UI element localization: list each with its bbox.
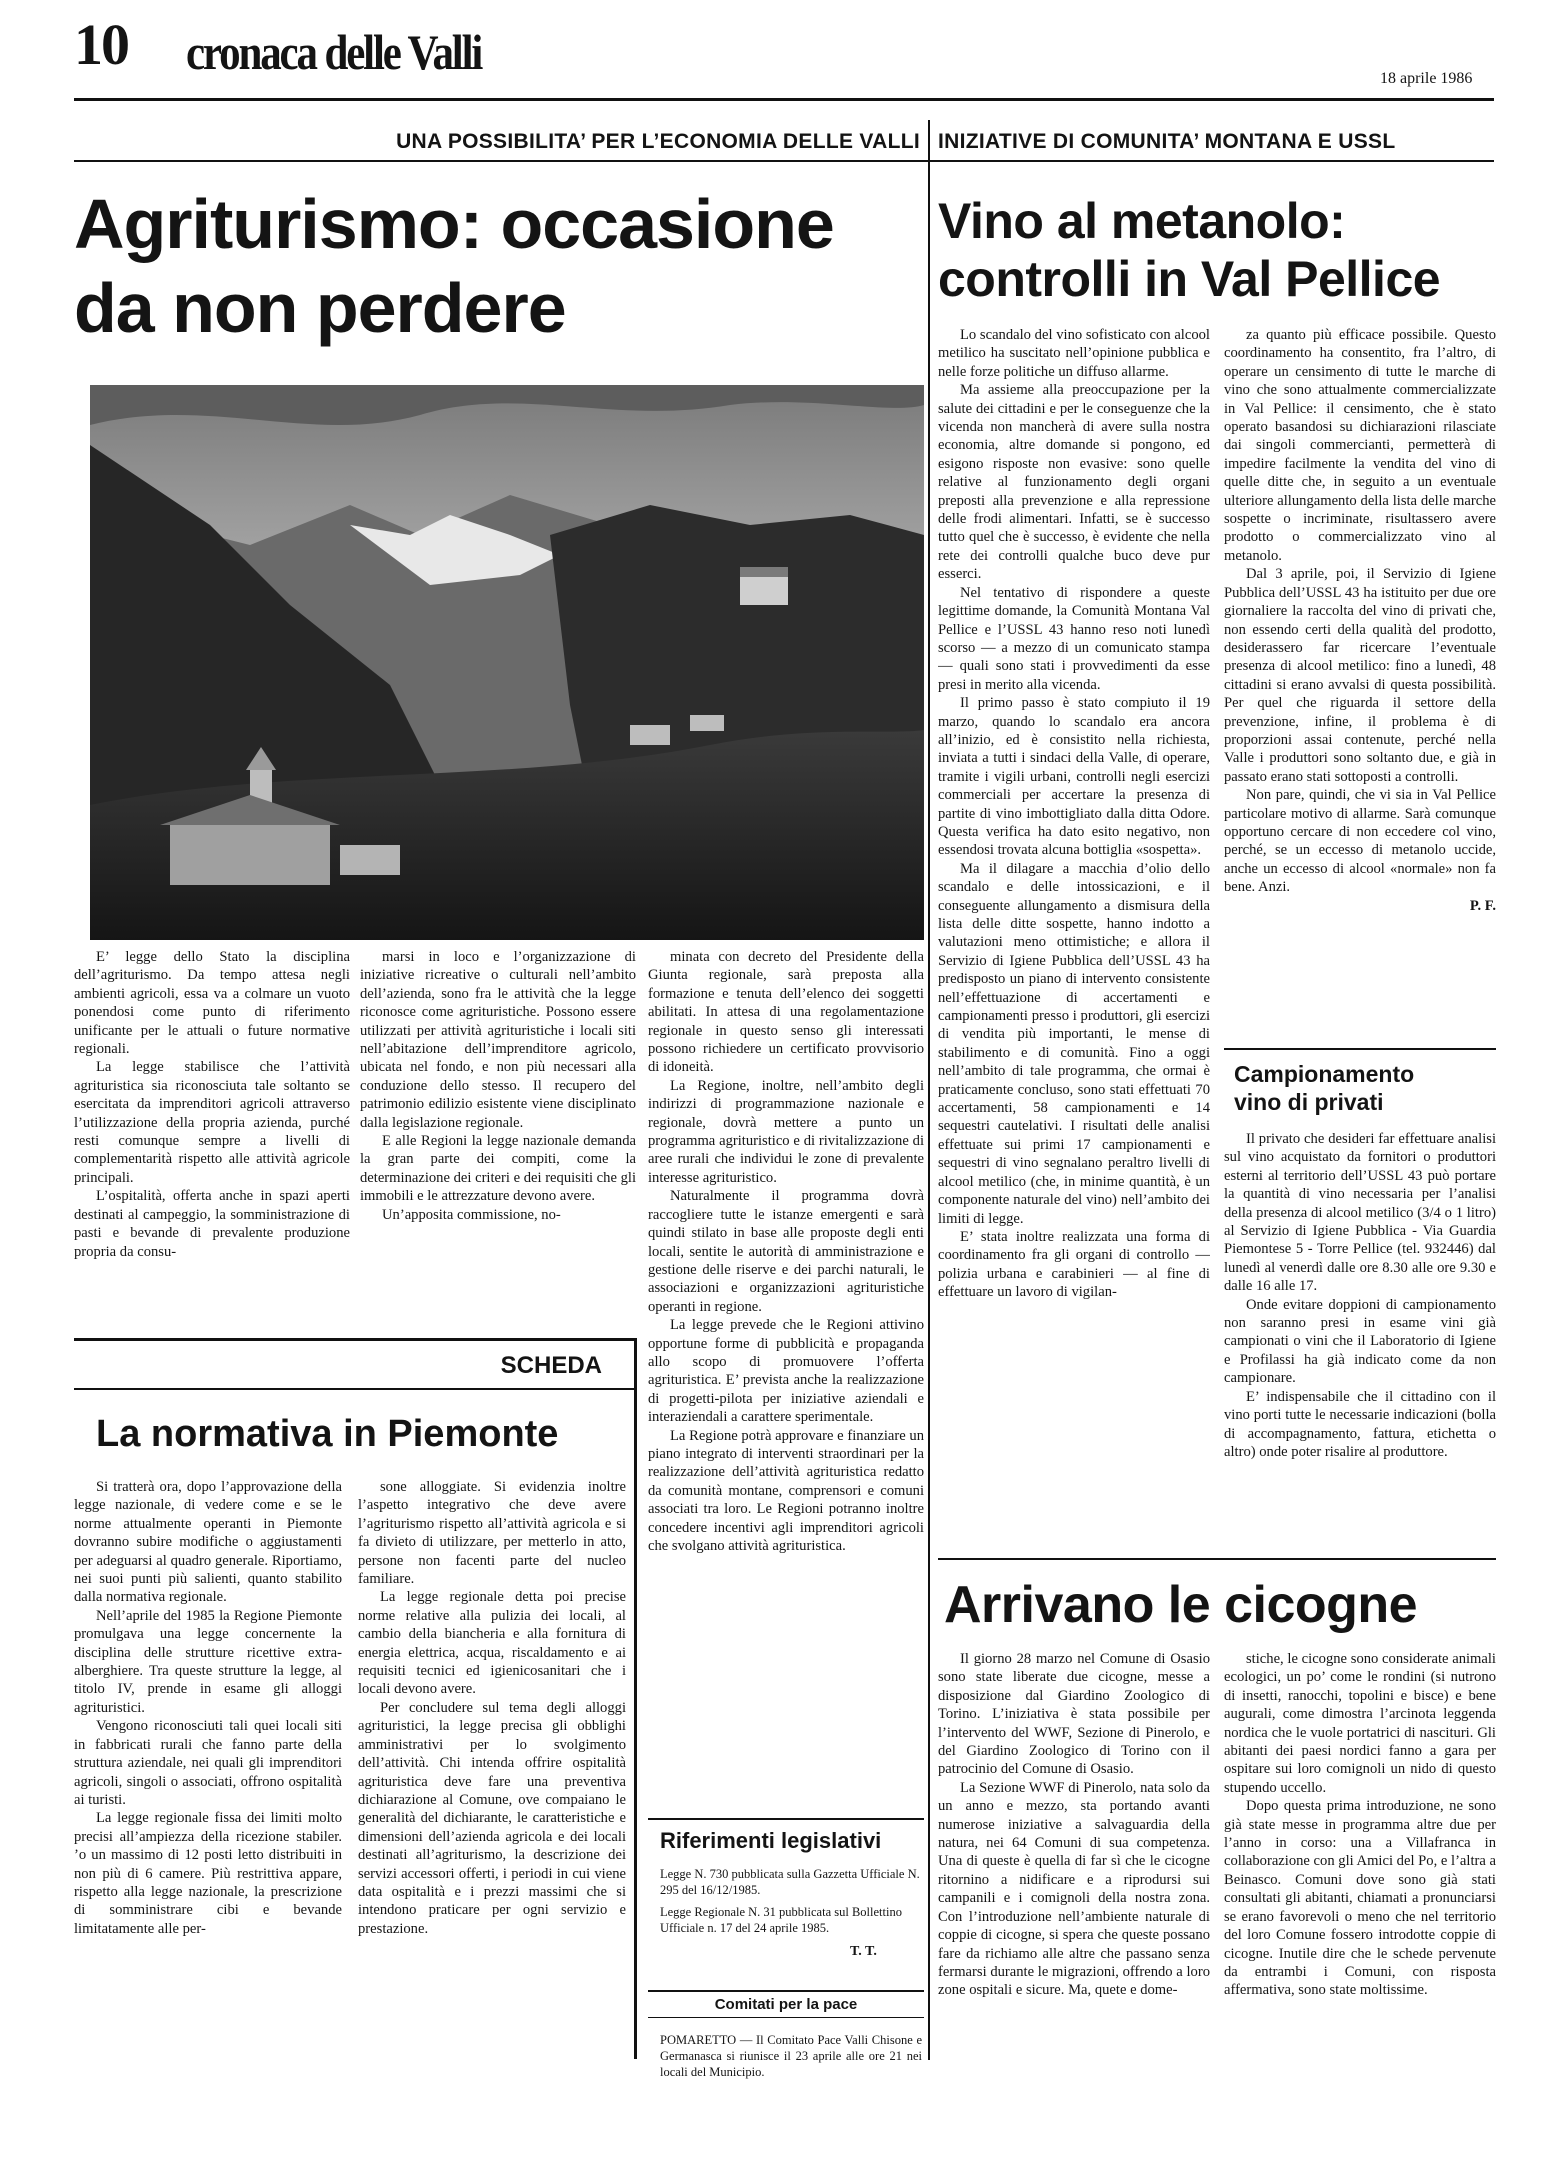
agriturismo-paragraph: La legge prevede che le Regioni attivino opportune forme di pubblicità e propaganda allo scopo di promuovere l’offerta agrituristica. E’ prevista anche la realizzazione di progetti-pilota per iniziative aziendali e interaziendali a carattere sperimentale. bbox=[648, 1317, 924, 1426]
vino-headline bbox=[938, 192, 1498, 308]
campionamento-paragraph: Onde evitare doppioni di campionamento non saranno presi in esame vini già campionati o vini che il Laboratorio di Igiene e Profilassi ha già indicato come da non campionare. bbox=[1224, 1296, 1496, 1387]
scheda-rule bbox=[74, 1388, 634, 1390]
agriturismo-paragraph: Un’apposita commissione, no- bbox=[382, 1206, 561, 1223]
scheda-paragraph: La legge regionale detta poi precise norme relative alla pulizia dei locali, al cambio della biancheria e alla fornitura di energia elettrica, acqua, riscaldamento e ai requisiti tecnici ed igienicosanitari che i locali devono avere. bbox=[358, 1589, 626, 1698]
vino-paragraph: Ma il dilagare a macchia d’olio dello scandalo e delle intossicazioni, e il conseguente allungamento a dismisura della lista delle ditte sospette, hanno indotto a valutazioni meno ottimistiche; e allora il Servizio di Igiene Pubblica dell’USSL 43 ha predisposto un piano di intervento consistente nell’effettuazione di accertamenti e campionamenti presso i produttori, gli esercizi di vendita più importanti, le mense di stabilimento e di comunità. Fino a oggi nell’ambito di tale programma, che ormai è praticamente concluso, sono stati effettuati 70 accertamenti, 58 campionamenti e 14 sequestri cautelativi. I risultati delle analisi effettuate sui primi 17 campionamenti e sequestri di vino segnalano peraltro livelli di alcool metilico (che, in minime quantità, è un componente naturale del vino) nell’ambito dei limiti di legge. bbox=[938, 860, 1210, 1227]
campionamento-paragraph: Il privato che desideri far effettuare analisi sul vino acquistato da fornitori o produttori esterni al territorio dell’USSL 43 può portare la quantità di vino necessaria per l’analisi della presenza di alcool metilico (3/4 o 1 litro) al Servizio di Igiene Pubblica - Via Guardia Piemontese 5 - Torre Pellice (tel. 932446) dal lunedì al venerdì dalle ore 8.30 alle ore 9.30 e dalle 16 alle 17. bbox=[1224, 1131, 1496, 1295]
agriturismo-paragraph: marsi in loco e l’organizzazione di iniziative ricreative o culturali nell’ambito dell’azienda, sono fra le attività che la legge riconosce come agrituristiche. Possono essere utilizzati per attività agrituristiche i locali siti nell’abitazione dell’imprenditore agricolo, ubicata nel fondo, e non più necessari alla conduzione dello stesso. Il recupero del patrimonio edilizio esistente viene disciplinato dalla legislazione regionale. bbox=[360, 949, 636, 1131]
cicogne-paragraph: stiche, le cicogne sono considerate animali ecologici, un po’ come le rondini (si nutrono di insetti, ranocchi, topolini e bisce) e bene augurali, come dimostra l’arcinota leggenda nordica che le vuole portatrici di nascituri. Gli abitanti dei paesi nordici fanno a gara per ospitare sui loro comignoli un nido di questo stupendo uccello. bbox=[1224, 1651, 1496, 1796]
vino-signature: P. F. bbox=[1469, 897, 1496, 914]
kicker-rule bbox=[74, 160, 1494, 162]
cicogne-paragraph: Il giorno 28 marzo nel Comune di Osasio sono state liberate due cicogne, messe a disposizione dal Giardino Zoologico di Torino. L’iniziativa è stata possibile per l’intervento del WWF, Sezione di Pinerolo, e del Giardino Zoologico di Torino con il patrocinio del Comune di Osasio. bbox=[938, 1651, 1210, 1778]
cicogne-paragraph: Dopo questa prima introduzione, ne sono già state messe in programma altre due per l’anno in corso: una a Villafranca in collaborazione con gli Amici del Po, e l’altra a Beinasco. Comuni dove sono già stati consultati gli abitanti, chiamati a pronunciarsi se erano favorevoli o meno che nel territorio del loro Comune fossero introdotte coppie di cicogne. Inutile dire che le schede pervenute da entrambi i Comuni, con risposta affermativa, sono state moltissime. bbox=[1224, 1798, 1496, 1999]
agriturismo-paragraph: minata con decreto del Presidente della Giunta regionale, sarà preposta alla formazione e tenuta dell’elenco dei soggetti abilitati. In attesa di una regolamentazione regionale in questo senso gli interessati possono richiedere un certificato provvisorio di idoneità. bbox=[648, 949, 924, 1076]
cicogne-headline: Arrivano le cicogne bbox=[944, 1576, 1418, 1634]
scheda-paragraph: Per concludere sul tema degli alloggi agrituristici, la legge precisa gli obblighi amministrativi per lo svolgimento dell’attività. Chi intenda offrire ospitalità agrituristica deve fare una preventiva dichiarazione al Comune, ove compaiano le generalità del dichiarante, le caratteristiche e dimensioni dell’azienda agricola e dei locali destinati all’agriturismo, la descrizione dei servizi accessori offerti, i periodi in cui viene data ospitalità e i prezzi massimi che si intendono praticare per ogni servizio e prestazione. bbox=[358, 1699, 626, 1937]
vino-headline-line1: Vino al metanolo: bbox=[938, 193, 1346, 249]
right-section-kicker: INIZIATIVE DI COMUNITA’ MONTANA E USSL bbox=[938, 130, 1396, 153]
agriturismo-column-3 bbox=[648, 948, 924, 1958]
vino-column-2 bbox=[1224, 326, 1496, 1026]
scheda-paragraph: Si tratterà ora, dopo l’approvazione della legge nazionale, di vedere come e se le norme attualmente operanti in Piemonte dovranno subire modifiche o aggiustamenti per adeguarsi al quadro generale. Riportiamo, nei suoi punti più salienti, quanto stabilito dalla normativa regionale. bbox=[74, 1479, 342, 1606]
campionamento-body bbox=[1224, 1130, 1496, 1550]
scheda-paragraph: sone alloggiate. Si evidenzia inoltre l’aspetto integrativo che deve avere l’agriturismo rispetto all’attività agricola e si fa divieto di utilizzare, per metterlo in atto, persone non facenti parte del nucleo familiare. bbox=[358, 1479, 626, 1588]
cicogne-paragraph: La Sezione WWF di Pinerolo, nata solo da un anno e mezzo, sta portando avanti numerose iniziative a salvaguardia della natura, nei 64 Comuni di sua competenza. Una di queste è quella di far sì che le cicogne ritornino a nidificare e a riprodursi sui campanili e i comignoli della nostra zona. Con l’introduzione nell’ambiente naturale di coppie di cicogne, si spera che queste possano fare da richiamo alle altre che passano senza fermarsi durante le migrazioni, offrendo a loro zone ospitali e sicure. Ma, quete e dome- bbox=[938, 1779, 1210, 1999]
agriturismo-headline bbox=[74, 182, 924, 350]
vino-paragraph: Il primo passo è stato compiuto il 19 marzo, quando lo scandalo era ancora all’inizio, ed è consistito nella richiesta, inviata a tutti i sindaci della Valle, di operare, tramite i vigili urbani, controlli negli esercizi commerciali per accertare la presenza di partite di vino imbottigliato dalla ditta Odore. Questa verifica ha dato esito negativo, non essendosi trovata alcuna bottiglia «sospetta». bbox=[938, 695, 1210, 859]
left-section-kicker: UNA POSSIBILITA’ PER L’ECONOMIA DELLE VALLI bbox=[396, 130, 920, 153]
agriturismo-column-1 bbox=[74, 948, 350, 1328]
agriturismo-paragraph: La Regione potrà approvare e finanziare un piano integrato di interventi straordinari per la realizzazione dell’attività agrituristica redatto da comunità montane, comprensori e comuni associati tra loro. Le Regioni potranno inoltre concedere incentivi agli imprenditori agricoli che svolgano attività agrituristica. bbox=[648, 1427, 924, 1554]
vino-paragraph: za quanto più efficace possibile. Questo coordinamento ha consentito, fra l’altro, di operare un censimento di tutte le marche di vino che sono attualmente commercializzate in Val Pellice: il censimento, che è stato operato basandosi su dichiarazioni rilasciate dai singoli commercianti, permetterà di impedire facilmente la vendita del vino di quelle ditte che, in seguito a un eventuale ulteriore allungamento della lista delle marche sospette o incriminate, risultassero avere prodotto o commercializzato vino al metanolo. bbox=[1224, 327, 1496, 564]
riferimenti-signature: T. T. bbox=[850, 1944, 877, 1959]
scheda-headline: La normativa in Piemonte bbox=[96, 1413, 559, 1455]
cicogne-rule bbox=[938, 1558, 1496, 1560]
scheda-column-2 bbox=[358, 1478, 626, 2058]
scheda-paragraph: Nell’aprile del 1985 la Regione Piemonte promulgava una legge concernente la disciplina delle strutture ricettive extra-alberghiere. Tra queste strutture la legge, al titolo IV, prende in esame gli alloggi agrituristici. bbox=[74, 1607, 342, 1716]
vino-paragraph: Nel tentativo di rispondere a queste legittime domande, la Comunità Montana Val Pellice e l’USSL 43 hanno reso noti lunedì scorso — a mezzo di un comunicato stampa — quali sono stati i provvedimenti da esse presi in merito alla vicenda. bbox=[938, 584, 1210, 693]
vino-paragraph: Dal 3 aprile, poi, il Servizio di Igiene Pubblica dell’USSL 43 ha istituito per due ore giornaliere la raccolta del vino di privati che, non essendo certi della qualità del prodotto, desiderassero far ricercare l’eventuale presenza di alcool metilico: fino a lunedì, 48 cittadini si erano avvalsi di questa possibilità. Per quel che riguarda il settore della prevenzione, infine, il problema è di proporzioni assai contenute, perché nella Valle i produttori sono soltanto due, e già in passato erano stati sottoposti a controlli. bbox=[1224, 566, 1496, 785]
cicogne-column-1 bbox=[938, 1650, 1210, 2150]
scheda-column-1 bbox=[74, 1478, 342, 2058]
riferimenti-headline: Riferimenti legislativi bbox=[660, 1828, 882, 1853]
page-number: 10 bbox=[74, 12, 128, 77]
issue-date: 18 aprile 1986 bbox=[1380, 70, 1473, 87]
scheda-paragraph: La legge regionale fissa dei limiti molto precisi all’ampiezza della ricezione stabiler. ’o un massimo di 12 posti letto distribuiti in non più di 6 camere. Più restrittiva appare, rispetto alla legge nazionale, la prescrizione di somministrare cibi e bevande limitatamente alle per- bbox=[74, 1810, 342, 1937]
newspaper-title: cronaca delle Valli bbox=[186, 24, 482, 80]
vino-column-1 bbox=[938, 326, 1210, 1536]
riferimenti-item: Legge N. 730 pubblicata sulla Gazzetta Ufficiale N. 295 del 16/12/1985. bbox=[660, 1867, 920, 1897]
vino-paragraph: E’ stata inoltre realizzata una forma di coordinamento fra gli organi di controllo — polizia urbana e carabinieri — al fine di effettuare un lavoro di vigilan- bbox=[938, 1228, 1210, 1301]
column-divider bbox=[928, 120, 930, 2060]
vino-headline-line2: controlli in Val Pellice bbox=[938, 251, 1441, 307]
campionamento-headline bbox=[1234, 1060, 1496, 1116]
agriturismo-paragraph: La Regione, inoltre, nell’ambito degli indirizzi di programmazione nazionale e regionale, dovrà mettere a punto un programma agrituristico e di rivitalizzazione di aree rurali che individui le zone di prevalente interesse agrituristico. bbox=[648, 1077, 924, 1186]
agriturismo-paragraph: La legge stabilisce che l’attività agrituristica sia riconosciuta tale soltanto se esercitata da imprenditori agricoli attraverso l’utilizzazione della propria azienda, purché resti comunque sempre a livelli di complementarità rispetto alle attività agricole principali. bbox=[74, 1059, 350, 1186]
masthead-rule bbox=[74, 98, 1494, 101]
agriturismo-headline-line1: Agriturismo: occasione bbox=[74, 185, 834, 263]
vino-paragraph: Ma assieme alla preoccupazione per la salute dei cittadini e per le conseguenze che la vicenda non mancherà di avere sulla nostra economia, altre domande si pongono, ed esigono risposte non evasive: sono quelle relative al funzionamento degli organi preposti alla prevenzione e alla repressione delle frodi alimentari. Infatti, se è successo tutto quel che è successo, è evidente che nella rete dei controlli qualche buco deve pur esserci. bbox=[938, 382, 1210, 583]
riferimenti-rule bbox=[648, 1818, 924, 1820]
campionamento-paragraph: E’ indispensabile che il cittadino con il vino porti tutte le necessarie indicazioni (bolla di accompagnamento, fattura, etichetta o altro) onde poter risalire al produttore. bbox=[1224, 1388, 1496, 1460]
agriturismo-paragraph: E alle Regioni la legge nazionale demanda la gran parte dei compiti, come la determinazione dei criteri e dei requisiti che gli immobili e le attrezzature devono avere. bbox=[360, 1133, 636, 1205]
scheda-label: SCHEDA bbox=[500, 1352, 602, 1379]
comitati-headline: Comitati per la pace bbox=[648, 1990, 924, 2018]
mountain-village-photo bbox=[90, 385, 924, 940]
campionamento-headline-line1: Campionamento bbox=[1234, 1061, 1415, 1087]
campionamento-rule bbox=[1224, 1048, 1496, 1050]
cicogne-column-2 bbox=[1224, 1650, 1496, 2150]
agriturismo-column-2 bbox=[360, 948, 636, 1328]
vino-paragraph: Non pare, quindi, che vi sia in Val Pellice particolare motivo di allarme. Sarà comunque opportuno cercare di non eccedere col vino, perché, se un eccesso di metanolo uccide, anche un eccesso di alcool «normale» non fa bene. Anzi. bbox=[1224, 787, 1496, 896]
agriturismo-paragraph: Naturalmente il programma dovrà raccogliere tutte le istanze emergenti e sarà quindi stilato in base alle proposte degli enti locali, sentite le autorità di amministrazione e gestione delle riserve e dei parchi naturali, le associazioni e organizzazioni agrituristiche operanti in regione. bbox=[648, 1188, 924, 1315]
agriturismo-paragraph: L’ospitalità, offerta anche in spazi aperti destinati al campeggio, la somministrazione di pasti e bevande di prevalente produzione propria da consu- bbox=[74, 1188, 350, 1260]
agriturismo-headline-line2: da non perdere bbox=[74, 269, 566, 347]
campionamento-headline-line2: vino di privati bbox=[1234, 1089, 1384, 1115]
mountain-landscape-image bbox=[90, 385, 924, 940]
riferimenti-item: Legge Regionale N. 31 pubblicata sul Bollettino Ufficiale n. 17 del 24 aprile 1985. bbox=[660, 1905, 902, 1935]
scheda-paragraph: Vengono riconosciuti tali quei locali siti in fabbricati rurali che fanno parte della struttura aziendale, nei quali gli imprenditori agricoli, singoli o associati, offrono ospitalità ai turisti. bbox=[74, 1718, 342, 1808]
riferimenti-list bbox=[660, 1866, 922, 1936]
agriturismo-paragraph: E’ legge dello Stato la disciplina dell’agriturismo. Da tempo attesa negli ambienti agricoli, essa va a colmare un vuoto ponendosi come punto di riferimento unificante per le attuali o future normative regionali. bbox=[74, 949, 350, 1058]
vino-paragraph: Lo scandalo del vino sofisticato con alcool metilico ha suscitato nell’opinione pubblica e nelle forze politiche un diffuso allarme. bbox=[938, 327, 1210, 380]
comitati-text: POMARETTO — Il Comitato Pace Valli Chisone e Germanasca si riunisce il 23 aprile alle ore 21 nei locali del Municipio. bbox=[660, 2033, 922, 2079]
